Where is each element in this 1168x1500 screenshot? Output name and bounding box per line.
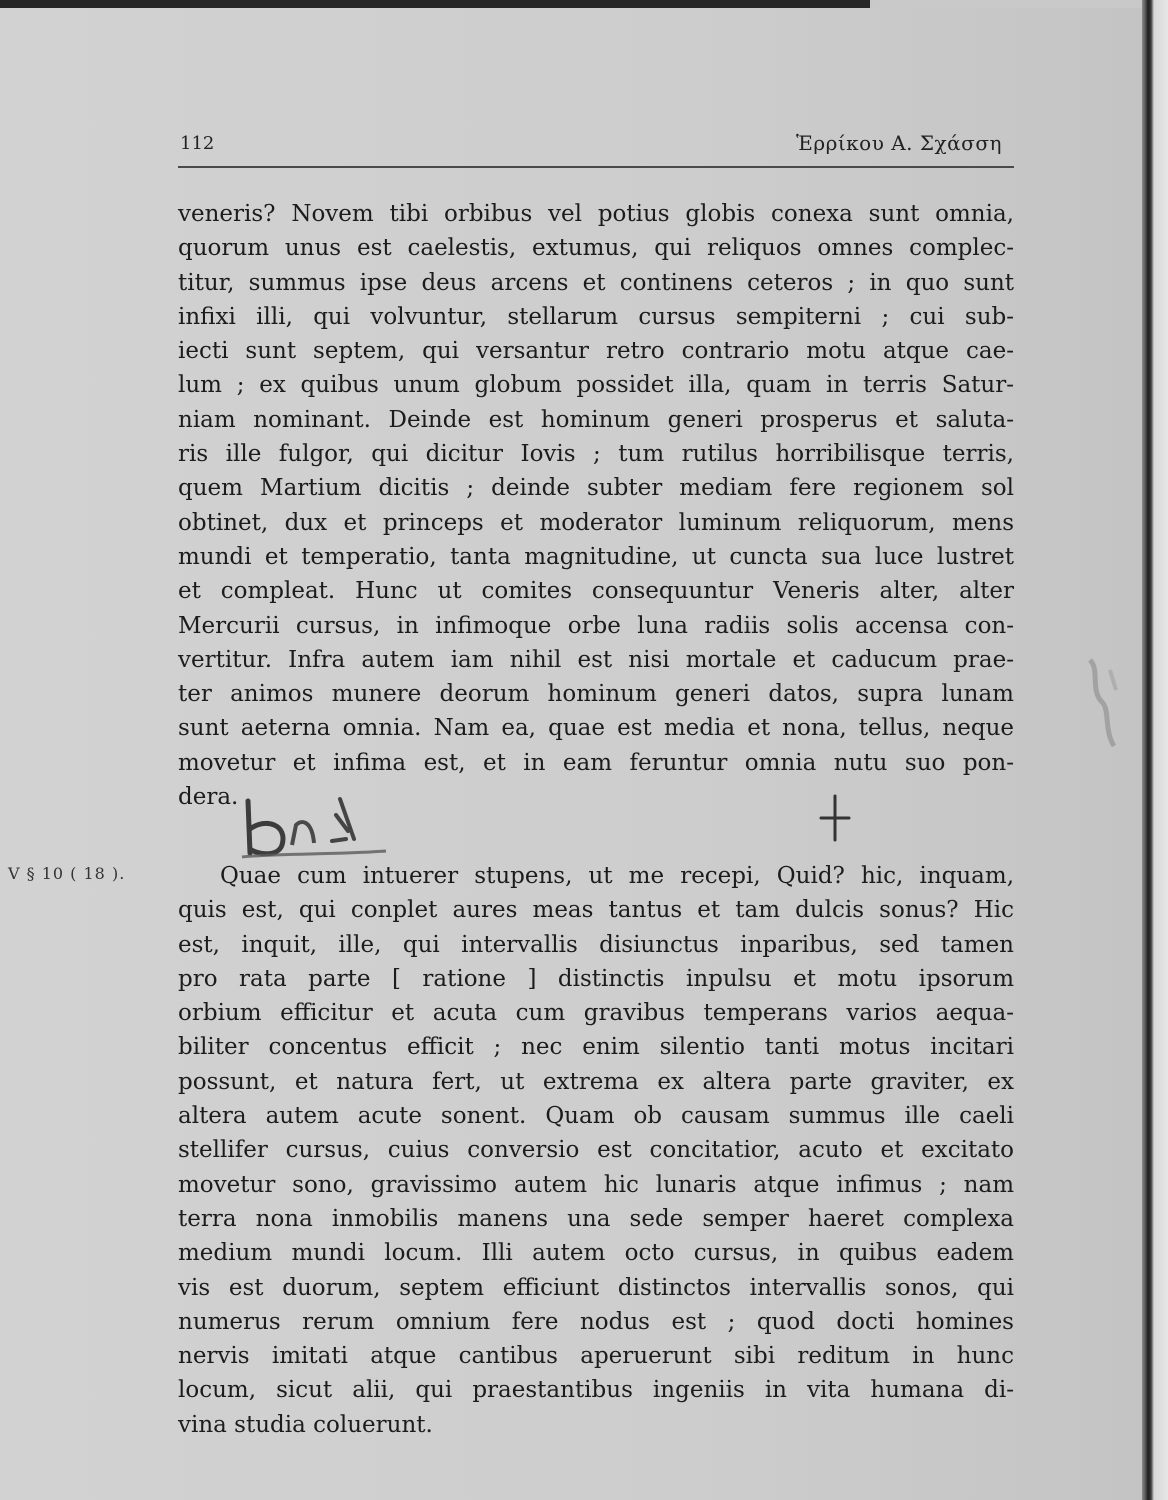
paragraph-1 <box>178 197 1014 814</box>
text-line: biliter concentus efficit ; nec enim silentio tanti motus incitari <box>178 1034 1014 1061</box>
text-line: veneris? Novem tibi orbibus vel potius globis conexa sunt omnia, <box>178 201 1014 227</box>
text-line: possunt, et natura fert, ut extrema ex altera parte graviter, ex <box>178 1068 1014 1095</box>
text-line: Quae cum intuerer stupens, ut me recepi, Quid? hic, inquam, <box>220 863 1014 889</box>
text-line: movetur et infima est, et in eam feruntur omnia nutu suo pon- <box>178 749 1014 776</box>
text-line: vina studia coluerunt. <box>178 1411 433 1438</box>
text-line: et compleat. Hunc ut comites consequuntur Veneris alter, alter <box>178 578 1014 605</box>
text-line: mundi et temperatio, tanta magnitudine, ut cuncta sua luce lustret <box>178 543 1014 570</box>
text-line: quis est, qui conplet aures meas tantus et tam dulcis sonus? Hic <box>178 897 1014 924</box>
pencil-annotation-end <box>236 795 401 865</box>
paragraph-2 <box>178 859 1014 1442</box>
text-line: niam nominant. Deinde est hominum generi prosperus et saluta- <box>178 406 1014 433</box>
text-line: titur, summus ipse deus arcens et continens ceteros ; in quo sunt <box>178 269 1014 296</box>
page-number: 112 <box>180 133 215 154</box>
text-line: est, inquit, ille, qui intervallis disiunctus inparibus, sed tamen <box>178 931 1014 958</box>
ink-smudge <box>1070 650 1140 760</box>
text-line: altera autem acute sonent. Quam ob causam summus ille caeli <box>178 1103 1014 1130</box>
text-line: numerus rerum omnium fere nodus est ; quod docti homines <box>178 1308 1014 1335</box>
header-rule <box>178 166 1014 168</box>
text-line: lum ; ex quibus unum globum possidet illa, quam in terris Satur- <box>178 372 1014 399</box>
running-head: Ἑρρίκου Α. Σχάσση <box>796 131 1002 155</box>
text-line: iecti sunt septem, qui versantur retro contrario motu atque cae- <box>178 338 1014 365</box>
pencil-cross-mark <box>815 794 855 844</box>
text-line: locum, sicut alii, qui praestantibus ingeniis in vita humana di- <box>178 1377 1014 1404</box>
text-line: Mercurii cursus, in infimoque orbe luna radiis solis accensa con- <box>178 612 1014 639</box>
text-line: vis est duorum, septem efficiunt distinctos intervallis sonos, qui <box>178 1274 1014 1301</box>
text-line: ris ille fulgor, qui dicitur Iovis ; tum rutilus horribilisque terris, <box>178 441 1014 468</box>
text-line: movetur sono, gravissimo autem hic lunaris atque infimus ; nam <box>178 1171 1014 1198</box>
section-reference: V § 10 ( 18 ). <box>8 864 126 883</box>
text-line: nervis imitati atque cantibus aperuerunt sibi reditum in hunc <box>178 1343 1014 1370</box>
text-line: quorum unus est caelestis, extumus, qui reliquos omnes complec- <box>178 235 1014 262</box>
text-line: terra nona inmobilis manens una sede semper haeret complexa <box>178 1205 1014 1232</box>
text-line: stellifer cursus, cuius conversio est concitatior, acuto et excitato <box>178 1137 1014 1164</box>
text-line: orbium efficitur et acuta cum gravibus temperans varios aequa- <box>178 1000 1014 1027</box>
text-line: dera. <box>178 784 239 811</box>
text-line: infixi illi, qui volvuntur, stellarum cursus sempiterni ; cui sub- <box>178 303 1014 330</box>
text-line: medium mundi locum. Illi autem octo cursus, in quibus eadem <box>178 1240 1014 1267</box>
page-gutter-edge <box>1142 0 1168 1500</box>
text-line: sunt aeterna omnia. Nam ea, quae est media et nona, tellus, neque <box>178 715 1014 742</box>
text-line: ter animos munere deorum hominum generi datos, supra lunam <box>178 681 1014 708</box>
text-line: pro rata parte [ ratione ] distinctis inpulsu et motu ipsorum <box>178 965 1014 992</box>
text-line: obtinet, dux et princeps et moderator luminum reliquorum, mens <box>178 509 1014 536</box>
text-line: quem Martium dicitis ; deinde subter mediam fere regionem sol <box>178 475 1014 502</box>
text-line: vertitur. Infra autem iam nihil est nisi mortale et caducum prae- <box>178 646 1014 673</box>
